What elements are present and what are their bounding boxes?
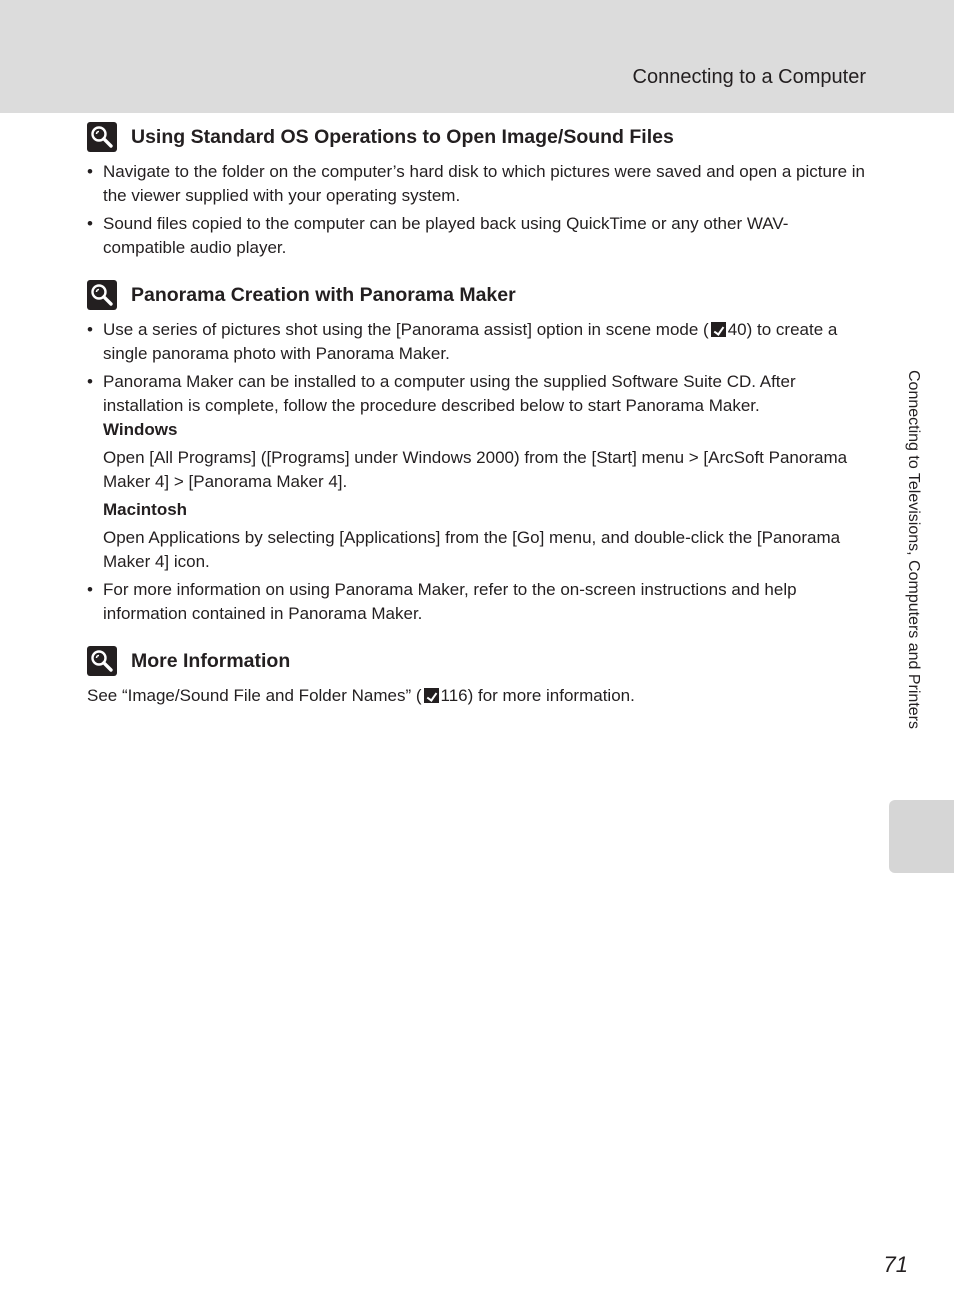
page-number: 71 (883, 1252, 908, 1277)
page-reference-icon (424, 688, 439, 703)
section-heading (87, 278, 867, 312)
tip-magnifier-icon (87, 280, 117, 310)
list-item: • Sound files copied to the computer can be played back using QuickTime or any other WAV-compatible audio player. (87, 214, 789, 257)
bullet-list (87, 160, 867, 260)
macintosh-heading: Macintosh (103, 500, 188, 519)
section-title: More Information (131, 649, 291, 672)
list-item: • For more information on using Panorama Maker, refer to the on-screen instructions and help information contained in Panorama Maker. (87, 580, 797, 623)
running-header-title: Connecting to a Computer (632, 66, 866, 88)
windows-heading: Windows (103, 420, 178, 439)
section-title: Panorama Creation with Panorama Maker (131, 283, 516, 306)
side-tab-label: Connecting to Televisions, Computers and Printers (905, 370, 922, 729)
section-panorama-maker (87, 278, 867, 626)
list-item: • Navigate to the folder on the computer’s hard disk to which pictures were saved and open a picture in the viewer supplied with your operating system. (87, 162, 865, 205)
header-band (0, 0, 954, 113)
page-reference-icon (711, 322, 726, 337)
side-tab-marker (889, 800, 954, 873)
list-item-text: Sound files copied to the computer can be played back using QuickTime or any other WAV-compatible audio player. (103, 214, 789, 257)
tip-magnifier-icon (87, 646, 117, 676)
list-item-text: Navigate to the folder on the computer’s hard disk to which pictures were saved and open a picture in the viewer supplied with your operating system. (103, 162, 865, 205)
bullet-list (87, 318, 867, 626)
section-more-information (87, 644, 867, 708)
list-item: • Use a series of pictures shot using the [Panorama assist] option in scene mode ( 40) to create a single panorama photo with Panorama Maker. (87, 320, 838, 363)
text-fragment: See “Image/Sound File and Folder Names” ( (87, 686, 422, 705)
more-information-text (87, 684, 867, 708)
page-reference-number: 116 (440, 686, 468, 705)
section-heading (87, 120, 867, 154)
macintosh-instructions: Open Applications by selecting [Applications] from the [Go] menu, and double-click the [Panorama Maker 4] icon. (103, 528, 841, 571)
text-fragment: ) for more information. (467, 686, 635, 705)
section-heading (87, 644, 867, 678)
page-content (87, 120, 867, 708)
list-item-text: Panorama Maker can be installed to a computer using the supplied Software Suite CD. After installation is complete, follow the procedure described below to start Panorama Maker. (103, 372, 796, 415)
list-item-text: ) to create a single panorama photo with Panorama Maker. (103, 320, 838, 363)
list-item-text: For more information on using Panorama Maker, refer to the on-screen instructions and help information contained in Panorama Maker. (103, 580, 797, 623)
section-os-operations (87, 120, 867, 260)
page-reference-number: 40 (727, 320, 747, 339)
tip-magnifier-icon (87, 122, 117, 152)
section-title: Using Standard OS Operations to Open Image/Sound Files (131, 125, 674, 148)
list-item: • Panorama Maker can be installed to a computer using the supplied Software Suite CD. After installation is complete, follow the procedure described below to start Panorama Maker. Windows Open [All Programs] ([Programs] under Windows 2000) from the [Start] menu > [ArcSoft Panorama Maker 4] > [Panorama Maker 4]. Macintosh Open Applications by selecting [Applications] from the [Go] menu, and double-click the [Panorama Maker 4] icon. (87, 370, 867, 574)
list-item-text: Use a series of pictures shot using the [Panorama assist] option in scene mode ( (103, 320, 709, 339)
windows-instructions: Open [All Programs] ([Programs] under Windows 2000) from the [Start] menu > [ArcSoft Panorama Maker 4] > [Panorama Maker 4]. (103, 448, 848, 491)
